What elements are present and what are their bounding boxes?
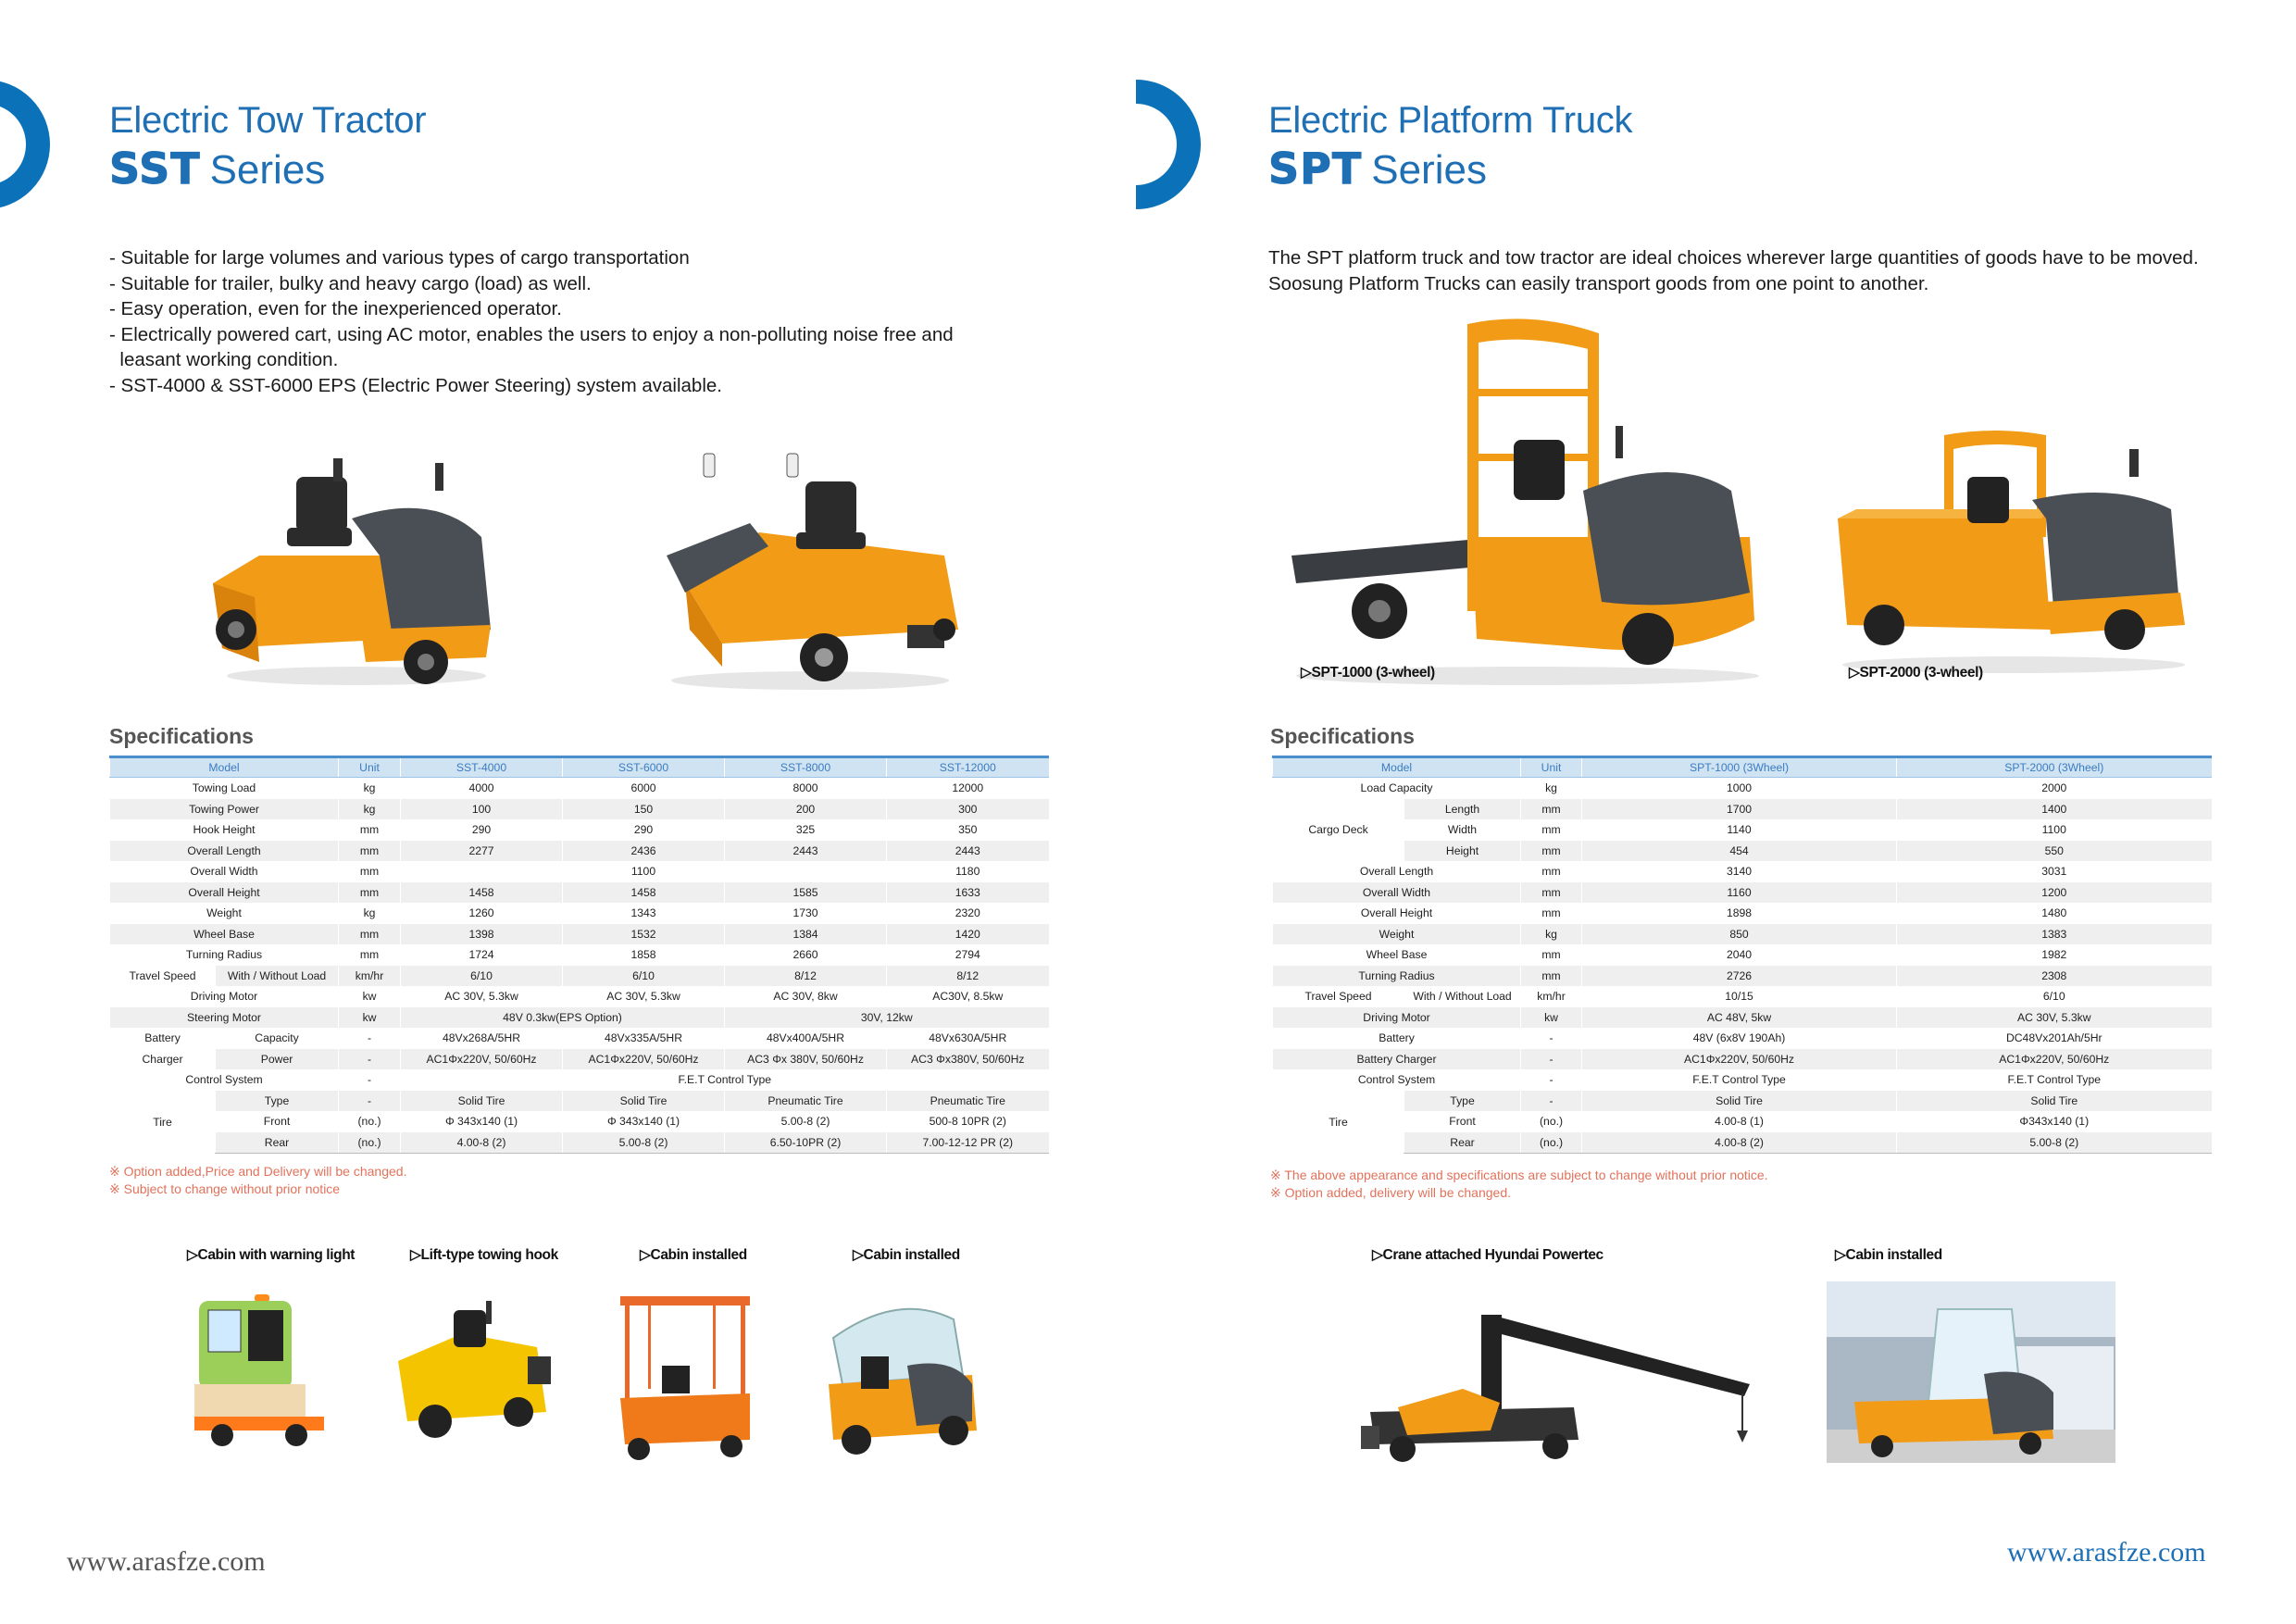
table-row [110, 1132, 1049, 1154]
row-value: 1480 [1897, 903, 2212, 924]
spt-spec-table [1272, 756, 2212, 1154]
row-value: 1633 [887, 882, 1049, 904]
row-value: 4.00-8 (1) [1582, 1111, 1897, 1132]
left-series-line [109, 144, 426, 194]
column-header: SST-4000 [401, 757, 563, 778]
row-value: 48V (6x8V 190Ah) [1582, 1028, 1897, 1049]
row-value: 3031 [1897, 861, 2212, 882]
row-unit: kw [339, 986, 401, 1007]
right-title-line: Electric Platform Truck [1268, 100, 1633, 141]
note-line: ※ Subject to change without prior notice [109, 1181, 341, 1196]
row-value: 2308 [1897, 966, 2212, 987]
table-row [110, 903, 1049, 924]
row-value: 1100 [1897, 819, 2212, 841]
row-unit: mm [1521, 799, 1582, 820]
row-value: 30V, 12kw [725, 1007, 1049, 1029]
row-value: 1858 [563, 944, 725, 966]
row-label: Turning Radius [110, 944, 339, 966]
row-unit: (no.) [1521, 1132, 1582, 1154]
row-label: Width [1404, 819, 1521, 841]
table-row [1273, 1028, 2212, 1049]
right-spec-heading: Specifications [1270, 724, 1415, 748]
table-row [1273, 903, 2212, 924]
row-group-label: Cargo Deck [1273, 799, 1404, 862]
row-value: AC1Φx220V, 50/60Hz [401, 1049, 563, 1070]
row-value: 1260 [401, 903, 563, 924]
table-row [110, 1049, 1049, 1070]
sst-tractor-photo-rear [648, 444, 972, 694]
right-page-title [1268, 100, 1632, 194]
row-value: AC 48V, 5kw [1582, 1007, 1897, 1029]
column-header: Model [1273, 757, 1521, 778]
row-label: Hook Height [110, 819, 339, 841]
left-page-arc-icon [0, 80, 50, 209]
table-row [1273, 1091, 2212, 1112]
row-unit: kg [339, 799, 401, 820]
row-value: 1200 [1897, 882, 2212, 904]
row-value: Φ343x140 (1) [1897, 1111, 2212, 1132]
row-value: 1384 [725, 924, 887, 945]
table-row [1273, 1132, 2212, 1154]
row-value: 5.00-8 (2) [725, 1111, 887, 1132]
row-label: With / Without Load [1404, 986, 1521, 1007]
left-spec-heading: Specifications [109, 724, 254, 748]
feature-bullet: - SST-4000 & SST-6000 EPS (Electric Power Steering) system available. [109, 374, 722, 396]
column-header: Model [110, 757, 339, 778]
table-row [1273, 778, 2212, 799]
row-value: Φ 343x140 (1) [563, 1111, 725, 1132]
row-value: 1700 [1582, 799, 1897, 820]
right-intro-text [1268, 245, 2199, 296]
row-value: AC1Φx220V, 50/60Hz [563, 1049, 725, 1070]
row-label: Turning Radius [1273, 966, 1521, 987]
row-label: Battery [1273, 1028, 1521, 1049]
row-unit: mm [1521, 944, 1582, 966]
row-value: 6000 [563, 778, 725, 799]
table-row [110, 1111, 1049, 1132]
row-value: 6/10 [563, 966, 725, 987]
feature-bullet: - Suitable for large volumes and various types of cargo transportation [109, 247, 690, 269]
row-label: Load Capacity [1273, 778, 1521, 799]
row-value: Φ 343x140 (1) [401, 1111, 563, 1132]
row-value: 1160 [1582, 882, 1897, 904]
left-footer-url[interactable]: www.arasfze.com [67, 1546, 266, 1577]
row-unit: kg [1521, 924, 1582, 945]
row-value: AC30V, 8.5kw [887, 986, 1049, 1007]
row-label: Towing Load [110, 778, 339, 799]
right-series-code: SPT [1268, 144, 1363, 194]
row-value: AC 30V, 5.3kw [401, 986, 563, 1007]
row-value: Solid Tire [1582, 1091, 1897, 1112]
table-row [1273, 799, 2212, 820]
row-label: Weight [1273, 924, 1521, 945]
row-value [401, 861, 563, 882]
row-value: AC 30V, 8kw [725, 986, 887, 1007]
row-value: 1730 [725, 903, 887, 924]
row-label: Rear [1404, 1132, 1521, 1154]
row-label: Length [1404, 799, 1521, 820]
row-value: Pneumatic Tire [887, 1091, 1049, 1112]
right-footer-url[interactable]: www.arasfze.com [2007, 1537, 2206, 1568]
row-unit: - [1521, 1028, 1582, 1049]
option-caption: ▷Cabin installed [1835, 1247, 1942, 1263]
row-label: Wheel Base [1273, 944, 1521, 966]
row-label: With / Without Load [216, 966, 339, 987]
row-unit: (no.) [339, 1132, 401, 1154]
row-value: 300 [887, 799, 1049, 820]
product-caption: ▷SPT-1000 (3-wheel) [1301, 665, 1435, 681]
row-label: Control System [1273, 1069, 1521, 1091]
row-value: 12000 [887, 778, 1049, 799]
row-value [725, 861, 887, 882]
left-series-word: Series [209, 147, 326, 193]
row-value: AC1Φx220V, 50/60Hz [1582, 1049, 1897, 1070]
option-caption: ▷Cabin with warning light [187, 1247, 356, 1263]
row-unit: kg [339, 778, 401, 799]
row-group-label: Tire [110, 1091, 216, 1154]
row-value: 48Vx268A/5HR [401, 1028, 563, 1049]
row-value: 1398 [401, 924, 563, 945]
row-value: AC1Φx220V, 50/60Hz [1897, 1049, 2212, 1070]
row-label: Overall Height [1273, 903, 1521, 924]
feature-bullet: - Easy operation, even for the inexperienced operator. [109, 298, 562, 319]
row-value: 1724 [401, 944, 563, 966]
row-value: 2000 [1897, 778, 2212, 799]
row-unit: kg [1521, 778, 1582, 799]
row-value: 48V 0.3kw(EPS Option) [401, 1007, 725, 1029]
row-value: 1898 [1582, 903, 1897, 924]
row-value: 6/10 [1897, 986, 2212, 1007]
table-row [110, 1069, 1049, 1091]
row-value: 1140 [1582, 819, 1897, 841]
row-unit: mm [1521, 882, 1582, 904]
note-line: ※ Option added,Price and Delivery will be changed. [109, 1164, 407, 1179]
table-row [110, 986, 1049, 1007]
table-header-row [110, 757, 1049, 778]
spt-cabin-installed-photo [1827, 1281, 2115, 1463]
spt-1000-photo [1287, 315, 1768, 685]
row-unit: mm [339, 819, 401, 841]
row-value: 2040 [1582, 944, 1897, 966]
row-value: 1343 [563, 903, 725, 924]
row-value: 1180 [887, 861, 1049, 882]
row-label: Capacity [216, 1028, 339, 1049]
cabin-installed-photo-1 [611, 1287, 759, 1468]
row-label: Type [216, 1091, 339, 1112]
table-row [1273, 1049, 2212, 1070]
table-row [110, 841, 1049, 862]
row-unit: mm [339, 924, 401, 945]
row-value: F.E.T Control Type [1582, 1069, 1897, 1091]
row-value: 6.50-10PR (2) [725, 1132, 887, 1154]
column-header: SPT-1000 (3Wheel) [1582, 757, 1897, 778]
row-unit: mm [1521, 841, 1582, 862]
intro-line: Soosung Platform Trucks can easily transport goods from one point to another. [1268, 272, 1929, 294]
row-label: Overall Length [110, 841, 339, 862]
lift-type-towing-hook-photo [389, 1292, 565, 1449]
row-value: AC3 Φx380V, 50/60Hz [887, 1049, 1049, 1070]
row-value: 2277 [401, 841, 563, 862]
column-header: SPT-2000 (3Wheel) [1897, 757, 2212, 778]
row-unit: kw [1521, 1007, 1582, 1029]
row-unit: (no.) [1521, 1111, 1582, 1132]
option-caption: ▷Crane attached Hyundai Powertec [1372, 1247, 1603, 1263]
row-value: 6/10 [401, 966, 563, 987]
row-unit: mm [339, 861, 401, 882]
row-value: Solid Tire [563, 1091, 725, 1112]
column-header: SST-12000 [887, 757, 1049, 778]
table-row [110, 799, 1049, 820]
row-label: Control System [110, 1069, 339, 1091]
row-label: Towing Power [110, 799, 339, 820]
row-value: 1458 [401, 882, 563, 904]
row-unit: mm [1521, 861, 1582, 882]
table-row [110, 778, 1049, 799]
row-label: Overall Height [110, 882, 339, 904]
row-value: 290 [563, 819, 725, 841]
row-group-label: Travel Speed [110, 966, 216, 987]
row-unit: - [1521, 1049, 1582, 1070]
table-row [110, 1091, 1049, 1112]
left-page-title [109, 100, 426, 194]
option-caption: ▷Cabin installed [853, 1247, 960, 1263]
row-value: 2794 [887, 944, 1049, 966]
note-line: ※ The above appearance and specifications are subject to change without prior notice. [1270, 1168, 1768, 1182]
right-series-line [1268, 144, 1632, 194]
row-value: 100 [401, 799, 563, 820]
row-value: 7.00-12-12 PR (2) [887, 1132, 1049, 1154]
table-row [1273, 841, 2212, 862]
column-header: Unit [1521, 757, 1582, 778]
row-value: 5.00-8 (2) [563, 1132, 725, 1154]
row-unit: km/hr [339, 966, 401, 987]
feature-bullet: - Electrically powered cart, using AC motor, enables the users to enjoy a non-polluting noise free and [109, 323, 954, 345]
row-value: 2660 [725, 944, 887, 966]
row-unit: mm [339, 841, 401, 862]
table-row [1273, 1111, 2212, 1132]
row-value: Pneumatic Tire [725, 1091, 887, 1112]
crane-attached-photo [1361, 1278, 1768, 1472]
row-value: DC48Vx201Ah/5Hr [1897, 1028, 2212, 1049]
row-value: 2443 [725, 841, 887, 862]
row-value: 500-8 10PR (2) [887, 1111, 1049, 1132]
row-group-label: Battery [110, 1028, 216, 1049]
row-group-label: Charger [110, 1049, 216, 1070]
row-value: 290 [401, 819, 563, 841]
row-value: 1532 [563, 924, 725, 945]
row-value: Solid Tire [401, 1091, 563, 1112]
row-value: 48Vx630A/5HR [887, 1028, 1049, 1049]
row-unit: - [1521, 1091, 1582, 1112]
feature-bullet: - Suitable for trailer, bulky and heavy cargo (load) as well. [109, 272, 592, 294]
row-value: 325 [725, 819, 887, 841]
row-value: 200 [725, 799, 887, 820]
row-unit: mm [339, 882, 401, 904]
table-row [110, 1028, 1049, 1049]
table-row [110, 966, 1049, 987]
option-caption: ▷Cabin installed [640, 1247, 747, 1263]
row-label: Overall Width [110, 861, 339, 882]
row-label: Rear [216, 1132, 339, 1154]
row-value: 150 [563, 799, 725, 820]
row-value: 10/15 [1582, 986, 1897, 1007]
row-label: Battery Charger [1273, 1049, 1521, 1070]
intro-line: The SPT platform truck and tow tractor are ideal choices wherever large quantities of goods have to be moved. [1268, 247, 2199, 269]
row-unit: kg [339, 903, 401, 924]
sst-tractor-photo-front [204, 444, 509, 694]
table-header-row [1273, 757, 2212, 778]
row-label: Driving Motor [110, 986, 339, 1007]
row-unit: mm [1521, 966, 1582, 987]
row-unit: - [339, 1028, 401, 1049]
table-row [1273, 1069, 2212, 1091]
row-group-label: Tire [1273, 1091, 1404, 1154]
row-unit: mm [1521, 819, 1582, 841]
sst-spec-table [109, 756, 1049, 1154]
note-line: ※ Option added, delivery will be changed. [1270, 1185, 1511, 1200]
row-value: 550 [1897, 841, 2212, 862]
table-row [1273, 966, 2212, 987]
spt-2000-photo [1828, 426, 2199, 676]
row-value: 8/12 [887, 966, 1049, 987]
row-unit: - [339, 1091, 401, 1112]
row-label: Driving Motor [1273, 1007, 1521, 1029]
right-series-word: Series [1371, 147, 1487, 193]
table-row [110, 924, 1049, 945]
row-value: AC 30V, 5.3kw [563, 986, 725, 1007]
row-label: Type [1404, 1091, 1521, 1112]
table-row [110, 819, 1049, 841]
row-value: F.E.T Control Type [401, 1069, 1049, 1091]
table-row [1273, 882, 2212, 904]
table-row [1273, 944, 2212, 966]
row-value: 850 [1582, 924, 1897, 945]
row-label: Front [216, 1111, 339, 1132]
row-value: 4.00-8 (2) [1582, 1132, 1897, 1154]
row-group-label: Travel Speed [1273, 986, 1404, 1007]
row-label: Overall Length [1273, 861, 1521, 882]
option-caption: ▷Lift-type towing hook [410, 1247, 558, 1263]
column-header: Unit [339, 757, 401, 778]
table-row [110, 1007, 1049, 1029]
row-value: 1100 [563, 861, 725, 882]
table-row [110, 944, 1049, 966]
row-value: 1000 [1582, 778, 1897, 799]
row-unit: (no.) [339, 1111, 401, 1132]
table-row [1273, 861, 2212, 882]
row-value: 48Vx335A/5HR [563, 1028, 725, 1049]
cabin-installed-photo-2 [815, 1292, 981, 1458]
row-value: 1982 [1897, 944, 2212, 966]
row-value: AC3 Φx 380V, 50/60Hz [725, 1049, 887, 1070]
column-header: SST-8000 [725, 757, 887, 778]
row-unit: kw [339, 1007, 401, 1029]
row-value: Solid Tire [1897, 1091, 2212, 1112]
row-value: 1400 [1897, 799, 2212, 820]
table-row [110, 861, 1049, 882]
row-value: 350 [887, 819, 1049, 841]
product-caption: ▷SPT-2000 (3-wheel) [1849, 665, 1983, 681]
feature-bullet: leasant working condition. [109, 349, 339, 370]
right-page-arc-icon [1071, 80, 1201, 209]
row-value: 1585 [725, 882, 887, 904]
table-row [1273, 1007, 2212, 1029]
row-unit: - [339, 1049, 401, 1070]
column-header: SST-6000 [563, 757, 725, 778]
row-value: 1420 [887, 924, 1049, 945]
row-value: 8/12 [725, 966, 887, 987]
row-value: 1383 [1897, 924, 2212, 945]
row-value: 48Vx400A/5HR [725, 1028, 887, 1049]
table-row [1273, 819, 2212, 841]
row-label: Steering Motor [110, 1007, 339, 1029]
row-value: 3140 [1582, 861, 1897, 882]
table-row [110, 882, 1049, 904]
table-row [1273, 924, 2212, 945]
row-unit: mm [339, 944, 401, 966]
row-value: 454 [1582, 841, 1897, 862]
left-feature-list [109, 245, 954, 398]
row-value: 2436 [563, 841, 725, 862]
row-label: Wheel Base [110, 924, 339, 945]
row-value: 8000 [725, 778, 887, 799]
left-series-code: SST [109, 144, 201, 194]
row-unit: - [1521, 1069, 1582, 1091]
row-value: 4000 [401, 778, 563, 799]
row-label: Overall Width [1273, 882, 1521, 904]
row-value: 2726 [1582, 966, 1897, 987]
row-value: 2320 [887, 903, 1049, 924]
cabin-warning-light-photo [185, 1287, 333, 1449]
table-row [1273, 986, 2212, 1007]
left-title-line: Electric Tow Tractor [109, 100, 427, 141]
row-label: Power [216, 1049, 339, 1070]
row-value: 1458 [563, 882, 725, 904]
row-value: 4.00-8 (2) [401, 1132, 563, 1154]
row-unit: - [339, 1069, 401, 1091]
row-label: Height [1404, 841, 1521, 862]
row-value: 2443 [887, 841, 1049, 862]
row-label: Front [1404, 1111, 1521, 1132]
row-label: Weight [110, 903, 339, 924]
right-notes [1270, 1167, 1768, 1202]
row-unit: km/hr [1521, 986, 1582, 1007]
row-unit: mm [1521, 903, 1582, 924]
row-value: F.E.T Control Type [1897, 1069, 2212, 1091]
row-value: AC 30V, 5.3kw [1897, 1007, 2212, 1029]
row-value: 5.00-8 (2) [1897, 1132, 2212, 1154]
left-notes [109, 1163, 406, 1198]
